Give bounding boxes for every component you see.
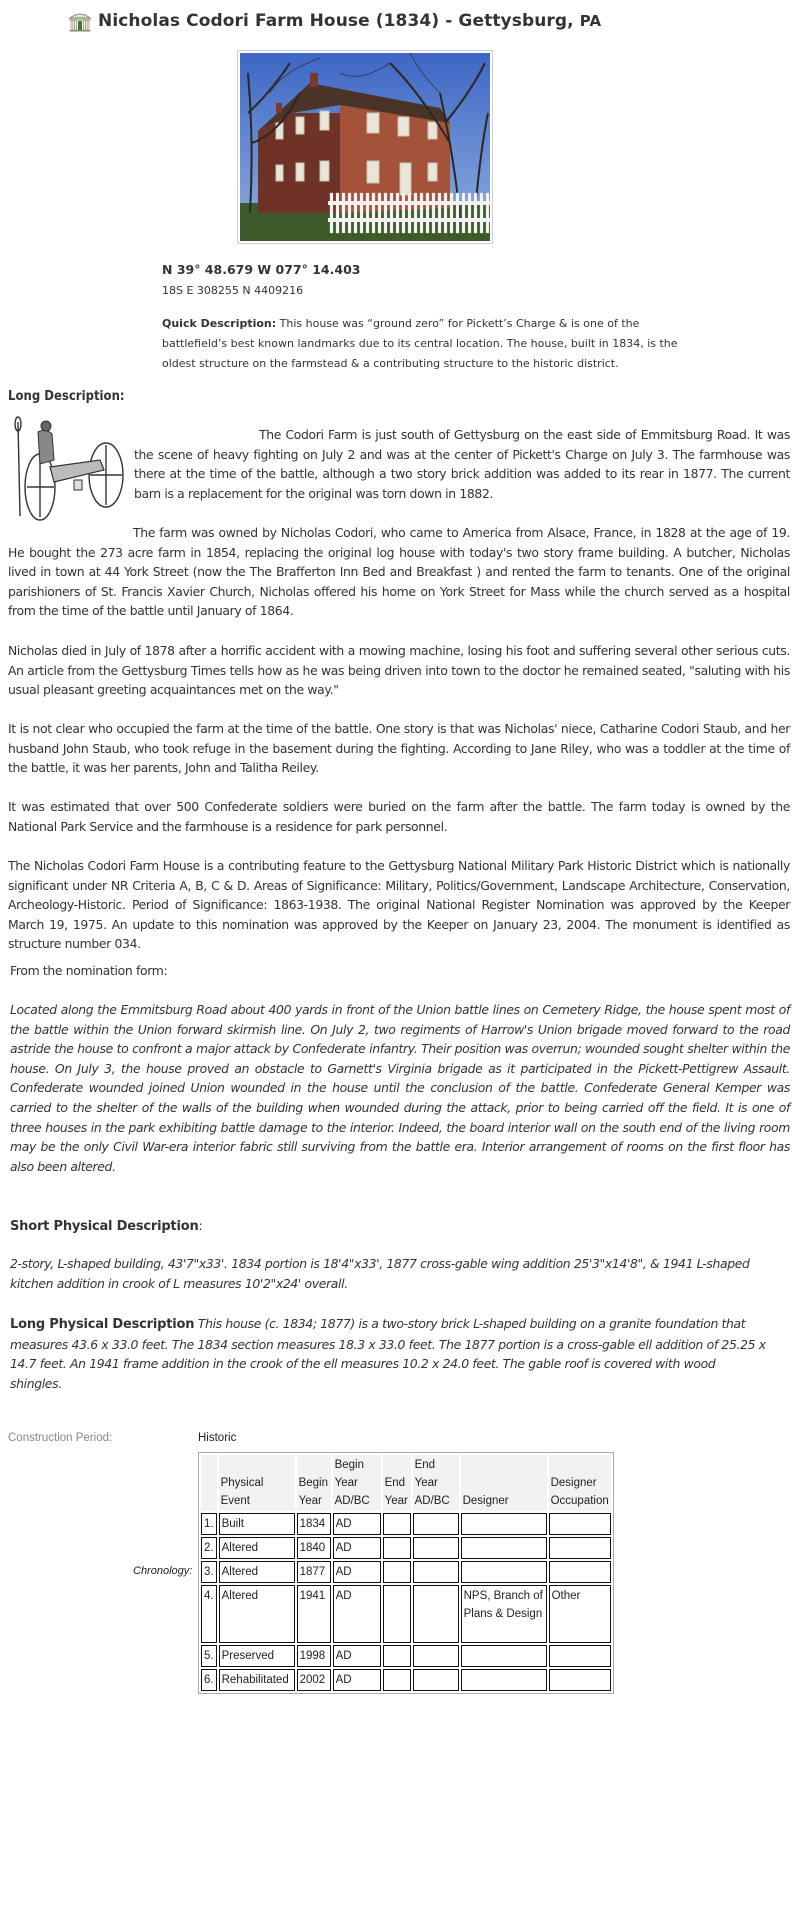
page-title [98,11,601,31]
long-description-paragraph-4: It is not clear who occupied the farm at the time of the battle. One story is that was Nicholas' niece, Catharine Codori Staub, and her husband John Staub, who took refuge in the basement during the fighting. According to Jane Riley, who was a toddler at the time of the battle, it was her parents, John and Talitha Reiley. [8,721,790,776]
end-era [413,1561,459,1583]
begin-era: AD [333,1669,381,1691]
designer [461,1561,547,1583]
short-physical-colon: : [198,1218,203,1233]
row-number: 1. [201,1513,217,1535]
designer-occupation [549,1669,611,1691]
nomination-text: Located along the Emmitsburg Road about 400 yards in front of the Union battle lines on Cemetery Ridge, the house spent most of the battle within the Union forward skirmish line. On July 2, two regiments of Harrow's Union brigade moved forward to the road astride the house to confront a major attack by Confederate infantry. Their position was overrun; wounded sought shelter within the house. On July 3, the house proved an obstacle to Garnett's Virginia brigade as it participated in the Pickett-Pettigrew Assault. Confederate wounded joined Union wounded in the house until the conclusion of the battle. Confederate General Kemper was carried to the shelter of the walls of the building when wounded during the attack, prior to being carried off the field. It is one of three houses in the park exhibiting battle damage to the interior. Indeed, the board interior wall on the south end of the living room may be the only Civil War-era interior fabric still surviving from the battle era. Interior arrangement of rooms on the first floor has also been altered. [10,1002,790,1174]
begin-year: 1840 [297,1537,331,1559]
column-header: Begin Year AD/BC [333,1455,381,1511]
begin-era: AD [333,1585,381,1643]
physical-event: Altered [219,1561,295,1583]
long-description-paragraph-6: The Nicholas Codori Farm House is a contributing feature to the Gettysburg National Military Park Historic District which is nationally significant under NR Criteria A, B, C & D. Areas of Significance: Military, Politics/Government, Landscape Architecture, Conservation, Archeology-Historic. Period of Significance: 1863-1938. The original National Register Nomination was approved by the Keeper March 19, 1975. An update to this nomination was approved by the Keeper on January 23, 2004. The monument is identified as structure number 034. [8,858,790,952]
farmhouse-photo [237,50,493,244]
table-row [201,1561,611,1583]
quick-description-label: Quick Description: [162,317,277,330]
begin-era: AD [333,1561,381,1583]
table-row [201,1585,611,1643]
designer: NPS, Branch of Plans & Design [461,1585,547,1643]
begin-year: 1834 [297,1513,331,1535]
row-number: 3. [201,1561,217,1583]
long-physical-description [10,1314,770,1393]
end-year [383,1669,411,1691]
long-physical-text: This house (c. 1834; 1877) is a two-story brick L-shaped building on a granite foundation that measures 43.6 x 33.0 feet. The 1834 section measures 18.3 x 33.0 feet. The 1877 portion is a cross-gable ell addition of 25.25 x 14.7 feet. An 1941 frame addition in the crook of the ell measures 10.2 x 24.0 feet. The gable roof is covered with wood shingles. [10,1316,766,1391]
column-header: Physical Event [219,1455,295,1511]
column-header: Begin Year [297,1455,331,1511]
begin-year: 1877 [297,1561,331,1583]
end-era [413,1585,459,1643]
row-number: 6. [201,1669,217,1691]
quick-description [162,314,682,374]
end-year [383,1561,411,1583]
page-header [68,10,601,32]
row-number: 5. [201,1645,217,1667]
end-era [413,1669,459,1691]
gps-coordinates: N 39° 48.679 W 077° 14.403 [162,262,361,277]
title-text: Nicholas Codori Farm House (1834) - Gettysburg, [98,11,580,31]
physical-event: Built [219,1513,295,1535]
end-era [413,1645,459,1667]
end-year [383,1513,411,1535]
end-era [413,1513,459,1535]
designer [461,1645,547,1667]
begin-era: AD [333,1513,381,1535]
designer-occupation [549,1513,611,1535]
long-physical-heading: Long Physical Description [10,1317,195,1332]
designer-occupation [549,1645,611,1667]
chronology-label: Chronology: [133,1565,193,1577]
column-header: End Year [383,1455,411,1511]
physical-event: Altered [219,1585,295,1643]
table-row [201,1669,611,1691]
physical-event: Altered [219,1537,295,1559]
end-year [383,1537,411,1559]
short-physical-heading: Short Physical Description [10,1219,199,1234]
begin-year: 1941 [297,1585,331,1643]
table-row [201,1537,611,1559]
short-physical-text: 2-story, L-shaped building, 43'7"x33'. 1834 portion is 18'4"x33', 1877 cross-gable wing addition 25'3"x14'8", & 1941 L-shaped kitchen addition in crook of L measures 10'2"x24' overall. [10,1256,750,1291]
nomination-intro: From the nomination form: [10,963,168,978]
physical-event: Rehabilitated [219,1669,295,1691]
designer [461,1537,547,1559]
long-description-paragraph-5: It was estimated that over 500 Confederate soldiers were buried on the farm after the battle. The farm today is owned by the National Park Service and the farmhouse is a residence for park personnel. [8,799,790,834]
designer [461,1513,547,1535]
cannon-icon [10,412,128,530]
long-description-paragraph-3: Nicholas died in July of 1878 after a horrific accident with a mowing machine, losing his foot and suffering several other serious cuts. An article from the Gettysburg Times tells how as he was being driven into town to the doctor he remained seated, "saluting with his usual pleasant greeting acquaintances met on the way." [8,643,790,698]
table-row [201,1645,611,1667]
table-header-row [201,1455,611,1511]
column-header [201,1455,217,1511]
short-physical-heading-row [10,1216,792,1237]
construction-period-value: Historic [198,1432,237,1444]
row-number: 2. [201,1537,217,1559]
long-description-paragraph-2: The farm was owned by Nicholas Codori, who came to America from Alsace, France, in 1828 at the age of 19. He bought the 273 acre farm in 1854, replacing the original log house with today's two story frame building. A butcher, Nicholas lived in town at 44 York Street (now the The Brafferton Inn Bed and Breakfast ) and rented the farm to tenants. One of the original parishioners of St. Francis Xavier Church, Nicholas offered his home on York Street for Mass while the church served as a hospital from the time of the battle until January of 1864. [8,525,790,619]
end-era [413,1537,459,1559]
begin-era: AD [333,1645,381,1667]
designer-occupation: Other [549,1585,611,1643]
designer-occupation [549,1537,611,1559]
farmhouse-image [240,53,490,241]
begin-era: AD [333,1537,381,1559]
end-year [383,1585,411,1643]
table-row [201,1513,611,1535]
long-description-paragraph-1: The Codori Farm is just south of Gettysburg on the east side of Emmitsburg Road. It was the scene of heavy fighting on July 2 and was at the center of Pickett's Charge on July 3. The farmhouse was there at the time of the battle, although a two story brick addition was added to its rear in 1877. The current barn is a replacement for the original was torn down in 1882. [134,427,790,501]
quick-description-text: This house was “ground zero” for Pickett’s Charge & is one of the battlefield’s best known landmarks due to its central location. The house, built in 1834, is the oldest structure on the farmstead & a contributing structure to the historic district. [162,317,678,370]
construction-period-label: Construction Period: [8,1432,113,1444]
column-header: Designer [461,1455,547,1511]
column-header: End Year AD/BC [413,1455,459,1511]
end-year [383,1645,411,1667]
chronology-table [198,1452,614,1694]
title-state: PA [579,12,602,30]
long-description-heading: Long Description: [8,389,125,404]
utm-coordinates: 18S E 308255 N 4409216 [162,284,304,297]
physical-event: Preserved [219,1645,295,1667]
begin-year: 1998 [297,1645,331,1667]
designer [461,1669,547,1691]
column-header: Designer Occupation [549,1455,611,1511]
designer-occupation [549,1561,611,1583]
row-number: 4. [201,1585,217,1643]
begin-year: 2002 [297,1669,331,1691]
historic-building-icon [68,10,92,32]
